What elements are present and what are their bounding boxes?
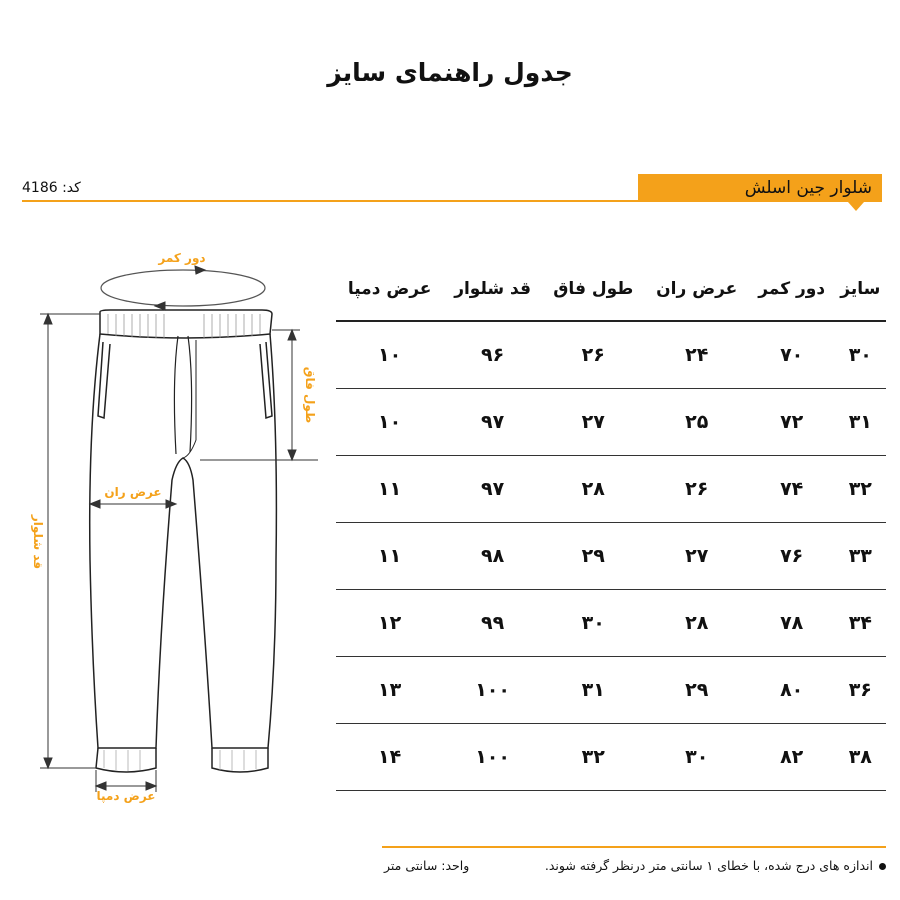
cell-size: ۳۶ — [835, 657, 886, 724]
cell-hem: ۱۰ — [336, 321, 443, 389]
header-rise: طول فاق — [542, 258, 645, 321]
cell-length: ۹۶ — [443, 321, 542, 389]
bullet-icon — [879, 863, 886, 870]
cell-hem: ۱۴ — [336, 724, 443, 791]
fly-seam — [183, 340, 196, 458]
hem-label: عرض دمپا — [96, 789, 156, 803]
cell-rise: ۳۱ — [542, 657, 645, 724]
cell-length: ۹۹ — [443, 590, 542, 657]
cell-hem: ۱۲ — [336, 590, 443, 657]
cell-rise: ۲۹ — [542, 523, 645, 590]
table-row — [336, 523, 886, 590]
drawstring-left — [174, 336, 178, 454]
header-length: قد شلوار — [443, 258, 542, 321]
cell-rise: ۲۶ — [542, 321, 645, 389]
length-label: قد شلوار — [31, 514, 45, 570]
size-table — [336, 258, 886, 791]
cell-hem: ۱۱ — [336, 523, 443, 590]
table-row — [336, 389, 886, 456]
drawstring-right — [188, 336, 192, 452]
cell-thigh: ۲۷ — [645, 523, 749, 590]
cell-waist: ۷۰ — [749, 321, 835, 389]
cell-length: ۹۷ — [443, 389, 542, 456]
cell-thigh: ۲۵ — [645, 389, 749, 456]
right-pocket — [260, 342, 272, 418]
cell-waist: ۸۲ — [749, 724, 835, 791]
footer-note — [545, 858, 886, 873]
cell-rise: ۲۸ — [542, 456, 645, 523]
waist-ellipse — [101, 270, 265, 306]
cell-length: ۹۸ — [443, 523, 542, 590]
header-waist: دور کمر — [749, 258, 835, 321]
cell-size: ۳۸ — [835, 724, 886, 791]
cell-thigh: ۲۴ — [645, 321, 749, 389]
header-size: سایز — [835, 258, 886, 321]
header-thigh: عرض ران — [645, 258, 749, 321]
pants-waistband — [100, 310, 272, 338]
waist-label: دور کمر — [158, 251, 206, 265]
cell-thigh: ۲۶ — [645, 456, 749, 523]
product-name-tab — [638, 174, 882, 202]
cell-hem: ۱۳ — [336, 657, 443, 724]
cell-thigh: ۲۹ — [645, 657, 749, 724]
cell-thigh: ۳۰ — [645, 724, 749, 791]
cell-size: ۳۴ — [835, 590, 886, 657]
cell-rise: ۲۷ — [542, 389, 645, 456]
table-row — [336, 456, 886, 523]
product-code-label: کد: — [62, 180, 81, 196]
cell-length: ۱۰۰ — [443, 724, 542, 791]
pants-outline — [90, 334, 277, 748]
product-code — [22, 180, 81, 196]
table-row — [336, 321, 886, 389]
table-row — [336, 724, 886, 791]
cell-size: ۳۱ — [835, 389, 886, 456]
cell-size: ۳۰ — [835, 321, 886, 389]
table-row — [336, 657, 886, 724]
cell-thigh: ۲۸ — [645, 590, 749, 657]
cell-waist: ۷۴ — [749, 456, 835, 523]
cell-size: ۳۲ — [835, 456, 886, 523]
cell-rise: ۳۲ — [542, 724, 645, 791]
product-name: شلوار جین اسلش — [744, 178, 872, 198]
cell-length: ۱۰۰ — [443, 657, 542, 724]
table-row — [336, 590, 886, 657]
header-hem: عرض دمپا — [336, 258, 443, 321]
footer-divider — [382, 846, 886, 848]
cell-rise: ۳۰ — [542, 590, 645, 657]
cell-waist: ۷۲ — [749, 389, 835, 456]
product-code-value: 4186 — [22, 180, 58, 196]
left-pocket — [98, 342, 110, 418]
thigh-label: عرض ران — [104, 485, 162, 499]
cell-waist: ۷۸ — [749, 590, 835, 657]
footer-note-text: اندازه های درج شده، با خطای ۱ سانتی متر درنظر گرفته شوند. — [544, 858, 873, 873]
cell-hem: ۱۱ — [336, 456, 443, 523]
cell-length: ۹۷ — [443, 456, 542, 523]
cell-hem: ۱۰ — [336, 389, 443, 456]
cell-waist: ۸۰ — [749, 657, 835, 724]
page-title: جدول راهنمای سایز — [327, 58, 573, 87]
table-header-row — [336, 258, 886, 321]
rise-label: طول فاق — [303, 366, 317, 424]
left-cuff — [96, 748, 156, 772]
cell-size: ۳۳ — [835, 523, 886, 590]
cell-waist: ۷۶ — [749, 523, 835, 590]
pants-diagram — [0, 230, 330, 810]
footer-unit: واحد: سانتی متر — [384, 858, 470, 873]
